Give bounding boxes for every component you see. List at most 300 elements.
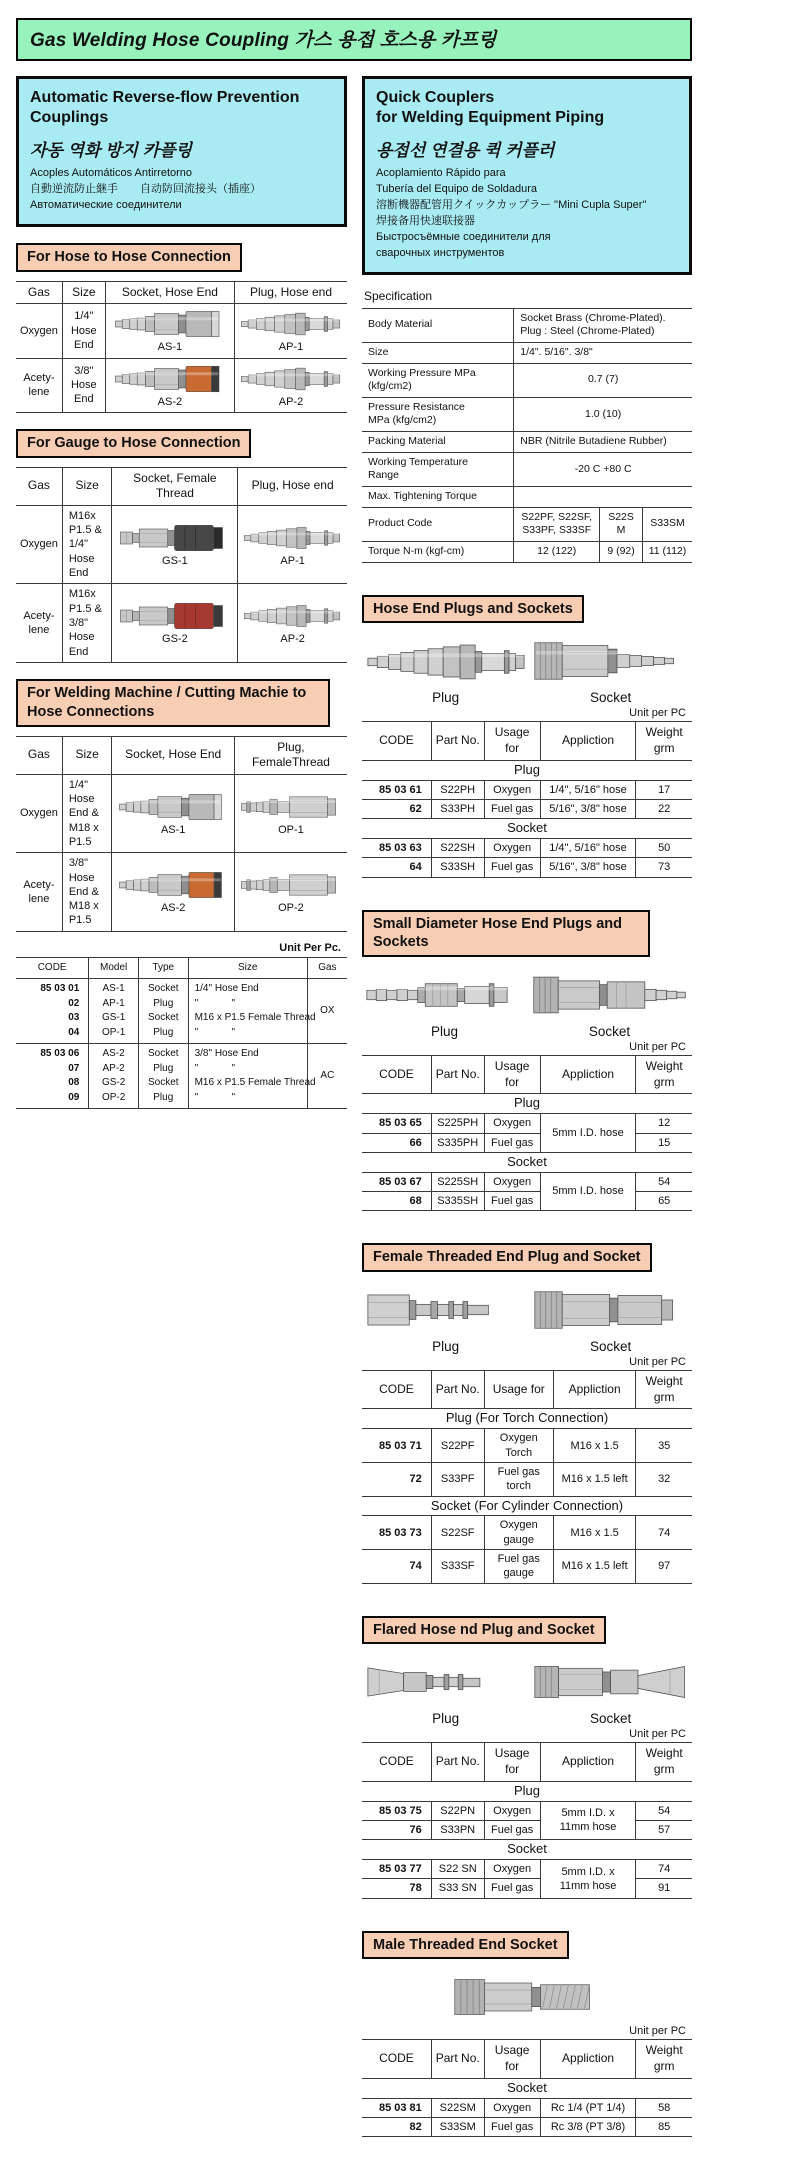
table-cell: 85 03 61 xyxy=(362,780,431,799)
table-cell: 85 03 63 xyxy=(362,839,431,858)
figure-caption: Socket xyxy=(588,1024,631,1040)
table-cell: S225SH xyxy=(431,1172,484,1191)
group-label: Plug xyxy=(362,1781,692,1801)
table-cell: S33SM xyxy=(431,2117,484,2136)
table-cell: Max. Tightening Torque xyxy=(362,487,514,508)
table-row xyxy=(362,1409,692,1429)
table-row xyxy=(362,1516,692,1550)
product-figure xyxy=(533,1661,688,1726)
table-row xyxy=(362,1743,692,1781)
table-cell: Torque N-m (kgf-cm) xyxy=(362,541,514,562)
table-cell: 85 03 77 xyxy=(362,1860,431,1879)
product-figure xyxy=(533,640,688,705)
table-row xyxy=(362,2040,692,2078)
table-cell: Fuel gas torch xyxy=(484,1462,553,1496)
table-cell: Pressure Resistance MPa (kfg/cm2) xyxy=(362,397,514,431)
table-row xyxy=(362,1840,692,1860)
product-figure xyxy=(533,1289,688,1354)
section-welding-machine xyxy=(16,663,347,932)
left-intro-line-ru: Автоматические соединители xyxy=(30,198,182,211)
table-row xyxy=(362,760,692,780)
table-cell: AS-1 xyxy=(105,304,234,358)
table-cell: AP-2 xyxy=(238,584,347,662)
table-cell: Acety- lene xyxy=(16,853,62,931)
group-label: Plug xyxy=(362,760,692,780)
socket-hose-end-icon xyxy=(533,640,688,687)
left-intro-panel xyxy=(16,76,347,227)
section-female-threaded xyxy=(362,1227,692,1583)
op-plug-icon xyxy=(238,790,344,823)
table-row xyxy=(362,1172,692,1191)
table-row xyxy=(362,1429,692,1463)
table-row xyxy=(16,505,347,583)
table-row xyxy=(362,2117,692,2136)
column-header: Usage for xyxy=(484,1743,540,1781)
table-row xyxy=(362,1133,692,1152)
table-cell: 85 03 71 xyxy=(362,1429,431,1463)
table-cell: OP-1 xyxy=(234,774,347,852)
table-cell: Fuel gas xyxy=(484,1192,540,1211)
table-cell: 3/8" Hose End " " M16 x P1.5 Female Thread " " xyxy=(188,1044,307,1109)
male-threaded-table xyxy=(362,2039,692,2137)
column-header: Gas xyxy=(16,281,62,304)
table-cell: AS-1 xyxy=(112,774,234,852)
table-cell: 17 xyxy=(636,780,692,799)
two-column-layout xyxy=(16,76,692,2137)
table-row xyxy=(362,541,692,562)
section-header-text: Male Threaded End Socket xyxy=(373,1936,558,1953)
table-cell: 91 xyxy=(636,1879,692,1898)
table-cell: -20 C +80 C xyxy=(514,452,692,486)
table-cell: S33 SN xyxy=(431,1879,484,1898)
right-intro-line-ru1: Быстросъёмные соединители для xyxy=(376,230,551,243)
table-cell: S22SM xyxy=(600,507,643,541)
column-header: Gas xyxy=(16,736,62,774)
table-cell: Oxygen xyxy=(16,304,62,358)
table-cell: Oxygen xyxy=(484,839,540,858)
table-row xyxy=(362,1801,692,1820)
socket-flared-icon xyxy=(533,1661,688,1708)
table-row xyxy=(362,1879,692,1898)
table-row xyxy=(362,1550,692,1584)
table-cell: S22PF, S22SF, S33PF, S33SF xyxy=(514,507,600,541)
table-row xyxy=(16,304,347,358)
table-row xyxy=(16,358,347,412)
table-cell: 1/4", 5/16" hose xyxy=(540,839,636,858)
table-cell: Fuel gas xyxy=(484,858,540,877)
section-header-welding-machine xyxy=(16,679,330,727)
section-flared-hose xyxy=(362,1600,692,1899)
section-header-text: For Welding Machine / Cutting Machie to Hose Connections xyxy=(27,684,307,720)
table-row xyxy=(16,774,347,852)
table-row xyxy=(362,722,692,760)
table-cell: Oxygen xyxy=(484,1114,540,1133)
column-header: Socket, Hose End xyxy=(105,281,234,304)
section-header xyxy=(362,1931,569,1960)
table-cell: M16 x 1.5 left xyxy=(553,1462,636,1496)
column-header: Weight grm xyxy=(636,1371,692,1409)
table-cell: 72 xyxy=(362,1462,431,1496)
ap-plug-icon xyxy=(238,307,344,340)
table-cell: Working Pressure MPa (kfg/cm2) xyxy=(362,363,514,397)
table-cell: 32 xyxy=(636,1462,692,1496)
right-intro-line-zh: 焊接备用快速联接器 xyxy=(376,214,475,227)
column-header: Weight grm xyxy=(636,1743,692,1781)
female-threaded-table xyxy=(362,1370,692,1583)
table-cell: Oxygen xyxy=(484,1860,540,1879)
table-cell: S22PN xyxy=(431,1801,484,1820)
right-intro-subtitle-ko: 용접선 연결용 퀵 커플러 xyxy=(376,141,555,160)
table-cell: Acety- lene xyxy=(16,358,62,412)
table-cell: AS-2 xyxy=(112,853,234,931)
table-cell: 1/4" Hose End xyxy=(62,304,105,358)
table-cell: Oxygen gauge xyxy=(484,1516,553,1550)
table-cell: 1/4". 5/16". 3/8" xyxy=(514,342,692,363)
figure-caption: Plug xyxy=(432,1711,460,1727)
table-cell: 12 (122) xyxy=(514,541,600,562)
table-row xyxy=(362,487,692,508)
table-cell: 74 xyxy=(636,1860,692,1879)
plug-flared-icon xyxy=(366,1661,526,1708)
section-gauge-to-hose xyxy=(16,413,347,663)
small-diameter-table xyxy=(362,1055,692,1211)
product-figure xyxy=(365,974,525,1039)
table-cell: 1/4" Hose End & M18 x P1.5 xyxy=(62,774,112,852)
column-header: Gas xyxy=(307,957,347,979)
table-cell: Product Code xyxy=(362,507,514,541)
table-row xyxy=(362,1371,692,1409)
table-cell: M16x P1.5 & 1/4" Hose End xyxy=(62,505,112,583)
table-row xyxy=(16,957,347,979)
column-header: Socket, Female Thread xyxy=(112,467,238,505)
table-cell: Fuel gas xyxy=(484,1133,540,1152)
table-cell: S33SF xyxy=(431,1550,484,1584)
section-header-text: Flared Hose nd Plug and Socket xyxy=(373,1621,595,1638)
table-cell: Socket Plug Socket Plug xyxy=(138,979,188,1044)
table-cell: Oxygen xyxy=(16,505,62,583)
table-cell: 74 xyxy=(362,1550,431,1584)
table-cell: 65 xyxy=(636,1192,692,1211)
code-cell: 85 03 01 02 03 04 xyxy=(16,979,89,1044)
column-header: Part No. xyxy=(431,722,484,760)
column-header: Type xyxy=(138,957,188,979)
right-intro-line-es2: Tubería del Equipo de Soldadura xyxy=(376,182,538,195)
table-cell: S33SH xyxy=(431,858,484,877)
table-cell: 73 xyxy=(636,858,692,877)
column-header: Model xyxy=(89,957,139,979)
table-cell: S33SM xyxy=(642,507,692,541)
section-header-text: For Hose to Hose Connection xyxy=(27,248,231,265)
table-cell: M16x P1.5 & 3/8" Hose End xyxy=(62,584,112,662)
table-cell: 85 xyxy=(636,2117,692,2136)
left-intro-title: Automatic Reverse-flow Prevention Couplings xyxy=(30,89,300,126)
as-socket-oxy-icon xyxy=(109,307,231,340)
column-header: Gas xyxy=(16,467,62,505)
group-label: Socket xyxy=(362,819,692,839)
right-intro-line-es1: Acoplamiento Rápido para xyxy=(376,167,506,179)
product-images xyxy=(362,974,692,1039)
section-hose-to-hose xyxy=(16,227,347,413)
table-cell: 85 03 81 xyxy=(362,2098,431,2117)
table-row xyxy=(362,839,692,858)
table-cell: AP-1 xyxy=(238,505,347,583)
table-row xyxy=(16,853,347,931)
column-header: Plug, Hose end xyxy=(234,281,347,304)
table-cell: 78 xyxy=(362,1879,431,1898)
product-images xyxy=(362,1661,692,1726)
table-cell: 12 xyxy=(636,1114,692,1133)
table-cell: 62 xyxy=(362,799,431,818)
column-header: CODE xyxy=(362,1371,431,1409)
table-cell: M16 x 1.5 xyxy=(553,1429,636,1463)
table-row xyxy=(16,467,347,505)
table-row xyxy=(362,780,692,799)
order-code-table xyxy=(16,957,347,1110)
table-cell: 82 xyxy=(362,2117,431,2136)
socket-male-thread-icon xyxy=(453,1976,602,2023)
table-row xyxy=(362,1114,692,1133)
unit-note: Unit per PC xyxy=(629,707,686,720)
table-cell: 1/4", 5/16" hose xyxy=(540,780,636,799)
table-cell: AC xyxy=(307,1044,347,1109)
column-header: CODE xyxy=(16,957,89,979)
socket-small-icon xyxy=(530,974,690,1021)
right-intro-title-line1: Quick Couplers xyxy=(376,89,495,106)
section-header-gauge-to-hose xyxy=(16,429,251,458)
figure-caption: Plug xyxy=(430,1024,459,1040)
section-header xyxy=(362,595,584,624)
ap-plug-icon xyxy=(241,521,344,554)
right-intro-title-line2: for Welding Equipment Piping xyxy=(376,109,605,126)
plug-hose-end-icon xyxy=(366,640,526,687)
column-header: Usage for xyxy=(484,2040,540,2078)
product-images xyxy=(362,640,692,705)
column-header: Appliction xyxy=(540,1056,636,1094)
table-cell: NBR (Nitrile Butadiene Rubber) xyxy=(514,432,692,453)
table-row xyxy=(16,736,347,774)
op-plug-icon xyxy=(238,868,344,901)
column-header: Part No. xyxy=(431,1743,484,1781)
table-cell: 76 xyxy=(362,1820,431,1839)
table-cell: 85 03 65 xyxy=(362,1114,431,1133)
unit-note: Unit per PC xyxy=(629,1728,686,1741)
column-header: Size xyxy=(62,467,112,505)
column-header: Weight grm xyxy=(636,2040,692,2078)
column-header: Weight grm xyxy=(636,1056,692,1094)
table-cell: S22PH xyxy=(431,780,484,799)
page-title xyxy=(16,18,692,61)
table-cell: 85 03 75 xyxy=(362,1801,431,1820)
table-cell: 58 xyxy=(636,2098,692,2117)
product-figure xyxy=(366,640,526,705)
right-column xyxy=(362,76,692,2137)
table-cell: 5/16", 3/8" hose xyxy=(540,858,636,877)
unit-note: Unit per PC xyxy=(629,2025,686,2038)
figure-caption: Plug xyxy=(432,1339,460,1355)
table-cell: 3/8" Hose End & M18 x P1.5 xyxy=(62,853,112,931)
column-header: CODE xyxy=(362,2040,431,2078)
table-cell: S33PH xyxy=(431,799,484,818)
column-header: Appliction xyxy=(540,2040,636,2078)
group-label: Socket xyxy=(362,1840,692,1860)
table-row xyxy=(362,1094,692,1114)
table-cell: Oxygen xyxy=(484,2098,540,2117)
column-header: Usage for xyxy=(484,1056,540,1094)
column-header: CODE xyxy=(362,1743,431,1781)
ap-plug-icon xyxy=(241,599,344,632)
welding-machine-table xyxy=(16,736,347,932)
as-socket-oxy-icon xyxy=(115,790,230,823)
table-cell: AS-1 AP-1 GS-1 OP-1 xyxy=(89,979,139,1044)
table-cell: Rc 3/8 (PT 3/8) xyxy=(540,2117,636,2136)
product-images xyxy=(362,1289,692,1354)
table-cell: 97 xyxy=(636,1550,692,1584)
table-row xyxy=(16,1044,347,1109)
hose-to-hose-table xyxy=(16,281,347,413)
hose-end-table xyxy=(362,721,692,877)
section-hose-end-plugs xyxy=(362,579,692,878)
table-cell: S33PF xyxy=(431,1462,484,1496)
left-column xyxy=(16,76,347,1109)
unit-note: Unit per PC xyxy=(629,1356,686,1369)
table-row xyxy=(362,2098,692,2117)
table-row xyxy=(362,432,692,453)
column-header: Usage for xyxy=(484,1371,553,1409)
table-cell: Oxygen xyxy=(484,1801,540,1820)
table-cell: Socket Plug Socket Plug xyxy=(138,1044,188,1109)
group-label: Plug (For Torch Connection) xyxy=(362,1409,692,1429)
column-header: Plug, FemaleThread xyxy=(234,736,347,774)
table-cell: Working Temperature Range xyxy=(362,452,514,486)
table-cell: Oxygen xyxy=(16,774,62,852)
unit-note: Unit per PC xyxy=(629,1041,686,1054)
table-cell: S335PH xyxy=(431,1133,484,1152)
table-cell: 1/4" Hose End " " M16 x P1.5 Female Thread " " xyxy=(188,979,307,1044)
column-header: Plug, Hose end xyxy=(238,467,347,505)
table-cell: 1.0 (10) xyxy=(514,397,692,431)
right-intro-line-ru2: сварочных инструментов xyxy=(376,246,505,259)
table-cell: 57 xyxy=(636,1820,692,1839)
table-row xyxy=(362,507,692,541)
section-header-text: Hose End Plugs and Sockets xyxy=(373,600,573,617)
product-figure xyxy=(453,1976,602,2023)
as-socket-acet-icon xyxy=(115,868,230,901)
plug-female-thread-icon xyxy=(366,1289,526,1336)
table-cell: Oxygen xyxy=(484,780,540,799)
figure-caption: Socket xyxy=(590,1339,632,1355)
table-cell: 66 xyxy=(362,1133,431,1152)
flared-hose-table xyxy=(362,1742,692,1898)
table-row xyxy=(362,397,692,431)
group-label: Socket (For Cylinder Connection) xyxy=(362,1496,692,1516)
section-male-threaded xyxy=(362,1915,692,2138)
table-cell: AP-1 xyxy=(234,304,347,358)
left-intro-line-es: Acoples Automáticos Antirretorno xyxy=(30,167,193,179)
table-cell: 5mm I.D. x 11mm hose xyxy=(540,1801,636,1840)
section-small-diameter xyxy=(362,894,692,1212)
table-cell: Packing Material xyxy=(362,432,514,453)
column-header: Usage for xyxy=(484,722,540,760)
column-header: Appliction xyxy=(540,722,636,760)
table-row xyxy=(362,1781,692,1801)
column-header: CODE xyxy=(362,1056,431,1094)
table-cell: 85 03 67 xyxy=(362,1172,431,1191)
column-header: Appliction xyxy=(553,1371,636,1409)
table-cell: 35 xyxy=(636,1429,692,1463)
column-header: Size xyxy=(62,736,112,774)
table-cell: GS-2 xyxy=(112,584,238,662)
gs-socket-acet-icon xyxy=(115,599,234,632)
section-header xyxy=(362,910,650,958)
table-row xyxy=(362,1496,692,1516)
table-cell: Fuel gas xyxy=(484,799,540,818)
product-images xyxy=(362,1976,692,2023)
table-cell: AS-2 xyxy=(105,358,234,412)
table-cell: Size xyxy=(362,342,514,363)
table-cell xyxy=(514,487,692,508)
column-header: CODE xyxy=(362,722,431,760)
table-cell: OX xyxy=(307,979,347,1044)
right-intro-panel xyxy=(362,76,692,275)
column-header: Size xyxy=(62,281,105,304)
product-figure xyxy=(366,1289,526,1354)
table-cell: GS-1 xyxy=(112,505,238,583)
table-row xyxy=(362,2078,692,2098)
table-cell: S33PN xyxy=(431,1820,484,1839)
table-row xyxy=(16,584,347,662)
table-cell: Fuel gas xyxy=(484,1879,540,1898)
figure-caption: Socket xyxy=(590,690,632,706)
page-title-text: Gas Welding Hose Coupling 가스 용접 호스용 카프링 xyxy=(30,30,497,51)
specification-label: Specification xyxy=(364,288,433,303)
table-cell: OP-2 xyxy=(234,853,347,931)
table-cell: Acety- lene xyxy=(16,584,62,662)
section-header xyxy=(362,1616,606,1645)
table-row xyxy=(362,1192,692,1211)
specification-table xyxy=(362,308,692,563)
column-header: Size xyxy=(188,957,307,979)
table-row xyxy=(362,799,692,818)
table-cell: M16 x 1.5 xyxy=(553,1516,636,1550)
table-cell: S22SH xyxy=(431,839,484,858)
product-figure xyxy=(366,1661,526,1726)
table-row xyxy=(362,363,692,397)
left-intro-subtitle-ko: 자동 역화 방지 카플링 xyxy=(30,141,192,160)
table-cell: AS-2 AP-2 GS-2 OP-2 xyxy=(89,1044,139,1109)
table-cell: 3/8" Hose End xyxy=(62,358,105,412)
table-cell: S22PF xyxy=(431,1429,484,1463)
section-header-hose-to-hose xyxy=(16,243,242,272)
table-cell: 5mm I.D. hose xyxy=(540,1172,636,1211)
column-header: Part No. xyxy=(431,1371,484,1409)
table-row xyxy=(362,1152,692,1172)
table-cell: 85 03 73 xyxy=(362,1516,431,1550)
table-row xyxy=(362,819,692,839)
table-row xyxy=(362,308,692,342)
table-cell: 5mm I.D. hose xyxy=(540,1114,636,1153)
gs-socket-oxy-icon xyxy=(115,521,234,554)
column-header: Socket, Hose End xyxy=(112,736,234,774)
table-row xyxy=(362,452,692,486)
table-cell: Fuel gas xyxy=(484,1820,540,1839)
table-cell: AP-2 xyxy=(234,358,347,412)
column-header: Part No. xyxy=(431,2040,484,2078)
table-row xyxy=(362,858,692,877)
table-row xyxy=(16,281,347,304)
table-row xyxy=(362,342,692,363)
as-socket-acet-icon xyxy=(109,362,231,395)
table-cell: Oxygen Torch xyxy=(484,1429,553,1463)
